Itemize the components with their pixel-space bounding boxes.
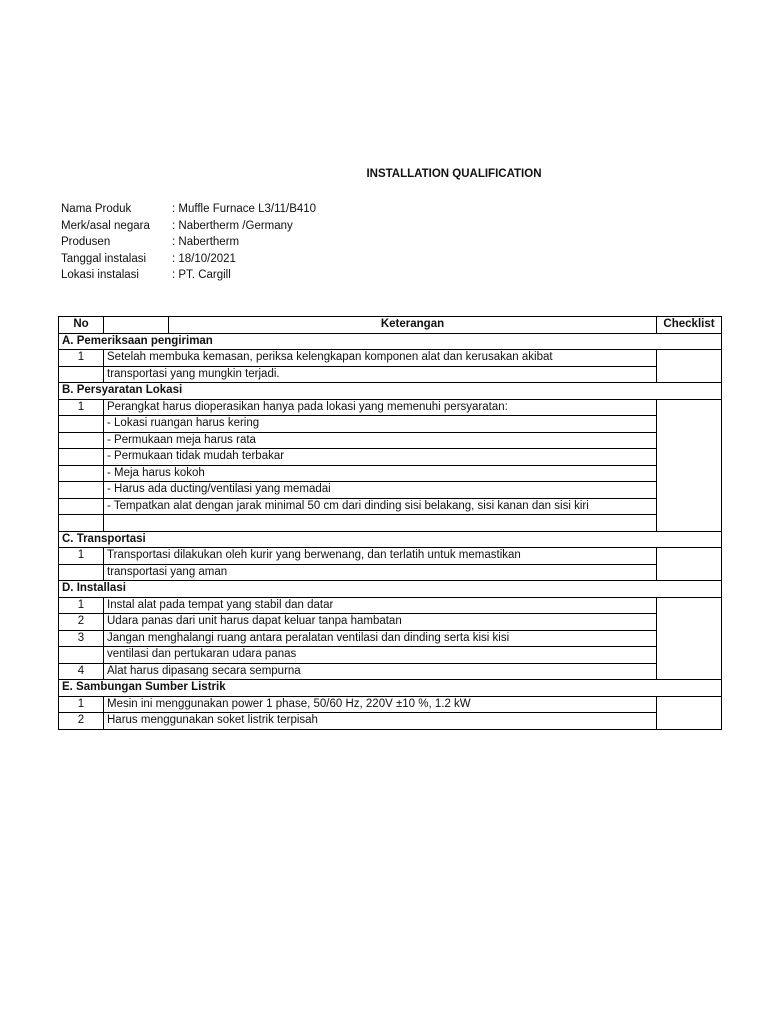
item-no: 2 bbox=[59, 614, 104, 631]
item-text: - Permukaan tidak mudah terbakar bbox=[104, 449, 657, 466]
item-text: Mesin ini menggunakan power 1 phase, 50/60 Hz, 220V ±10 %, 1.2 kW bbox=[104, 696, 657, 713]
section-title: A. Pemeriksaan pengiriman bbox=[59, 333, 722, 350]
table-row bbox=[59, 366, 722, 383]
info-label: Nama Produk bbox=[61, 203, 132, 215]
item-no: 1 bbox=[59, 548, 104, 565]
header-checklist: Checklist bbox=[657, 317, 722, 334]
table-row bbox=[59, 647, 722, 664]
table-row bbox=[59, 713, 722, 730]
item-text: Instal alat pada tempat yang stabil dan datar bbox=[104, 597, 657, 614]
section-title: D. Installasi bbox=[59, 581, 722, 598]
item-no-cont bbox=[59, 416, 104, 433]
table-row bbox=[59, 482, 722, 499]
item-no: 2 bbox=[59, 713, 104, 730]
item-text-blank bbox=[104, 515, 657, 532]
item-no: 1 bbox=[59, 696, 104, 713]
item-text: transportasi yang mungkin terjadi. bbox=[104, 366, 657, 383]
section-title: C. Transportasi bbox=[59, 531, 722, 548]
header-keterangan: Keterangan bbox=[169, 317, 657, 334]
item-text: transportasi yang aman bbox=[104, 564, 657, 581]
item-no: 3 bbox=[59, 630, 104, 647]
info-label: Produsen bbox=[61, 236, 111, 248]
item-no-cont bbox=[59, 482, 104, 499]
item-no: 4 bbox=[59, 663, 104, 680]
table-row bbox=[59, 416, 722, 433]
section-title: E. Sambungan Sumber Listrik bbox=[59, 680, 722, 697]
table-row bbox=[59, 597, 722, 614]
item-no-cont bbox=[59, 366, 104, 383]
table-header-row bbox=[59, 317, 722, 334]
checklist-cell[interactable] bbox=[657, 696, 722, 729]
item-text: Alat harus dipasang secara sempurna bbox=[104, 663, 657, 680]
section-c-row bbox=[59, 531, 722, 548]
item-no: 1 bbox=[59, 399, 104, 416]
section-a-row bbox=[59, 333, 722, 350]
info-row-manufacturer bbox=[61, 234, 316, 251]
info-label: Merk/asal negara bbox=[61, 219, 150, 232]
item-text: Harus menggunakan soket listrik terpisah bbox=[104, 713, 657, 730]
item-text: - Meja harus kokoh bbox=[104, 465, 657, 482]
item-no: 1 bbox=[59, 350, 104, 367]
section-title: B. Persyaratan Lokasi bbox=[59, 383, 722, 400]
table-row bbox=[59, 614, 722, 631]
info-row-install-date bbox=[61, 251, 316, 268]
checklist-cell[interactable] bbox=[657, 350, 722, 383]
item-text: Transportasi dilakukan oleh kurir yang berwenang, dan terlatih untuk memastikan bbox=[104, 548, 657, 565]
info-value: : Nabertherm bbox=[172, 236, 240, 248]
table-row bbox=[59, 663, 722, 680]
table-row bbox=[59, 696, 722, 713]
item-text: - Permukaan meja harus rata bbox=[104, 432, 657, 449]
item-text: - Tempatkan alat dengan jarak minimal 50 cm dari dinding sisi belakang, sisi kanan dan sisi kiri bbox=[104, 498, 657, 515]
info-value: : 18/10/2021 bbox=[172, 252, 236, 265]
info-label: Tanggal instalasi bbox=[61, 252, 147, 265]
table-row bbox=[59, 449, 722, 466]
info-value: : PT. Cargill bbox=[172, 269, 231, 281]
info-label: Lokasi instalasi bbox=[61, 269, 139, 281]
table-row bbox=[59, 630, 722, 647]
table-row bbox=[59, 548, 722, 565]
item-no-cont bbox=[59, 465, 104, 482]
info-row-install-location bbox=[61, 267, 316, 284]
table-row bbox=[59, 498, 722, 515]
info-row-product-name bbox=[61, 201, 316, 218]
item-text: - Lokasi ruangan harus kering bbox=[104, 416, 657, 433]
info-value: : Muffle Furnace L3/11/B410 bbox=[172, 203, 317, 215]
item-text: ventilasi dan pertukaran udara panas bbox=[104, 647, 657, 664]
table-row bbox=[59, 564, 722, 581]
section-d-row bbox=[59, 581, 722, 598]
checklist-table bbox=[58, 316, 722, 730]
item-no-cont bbox=[59, 449, 104, 466]
header-blank bbox=[104, 317, 169, 334]
checklist-cell[interactable] bbox=[657, 399, 722, 531]
item-no-cont bbox=[59, 647, 104, 664]
table-row bbox=[59, 515, 722, 532]
table-row bbox=[59, 399, 722, 416]
info-value: : Nabertherm /Germany bbox=[172, 219, 293, 232]
item-text: - Harus ada ducting/ventilasi yang memadai bbox=[104, 482, 657, 499]
item-text: Jangan menghalangi ruang antara peralatan ventilasi dan dinding serta kisi kisi bbox=[104, 630, 657, 647]
item-text: Setelah membuka kemasan, periksa kelengkapan komponen alat dan kerusakan akibat bbox=[104, 350, 657, 367]
checklist-cell[interactable] bbox=[657, 597, 722, 680]
item-text: Perangkat harus dioperasikan hanya pada lokasi yang memenuhi persyaratan: bbox=[104, 399, 657, 416]
item-no-cont bbox=[59, 432, 104, 449]
table-row bbox=[59, 432, 722, 449]
info-row-brand-origin bbox=[61, 218, 316, 235]
item-no-cont bbox=[59, 498, 104, 515]
item-no: 1 bbox=[59, 597, 104, 614]
table-row bbox=[59, 350, 722, 367]
section-b-row bbox=[59, 383, 722, 400]
item-no-cont bbox=[59, 515, 104, 532]
header-no: No bbox=[59, 317, 104, 334]
table-row bbox=[59, 465, 722, 482]
document-title: INSTALLATION QUALIFICATION bbox=[366, 168, 542, 180]
item-no-cont bbox=[59, 564, 104, 581]
product-info bbox=[61, 201, 316, 284]
item-text: Udara panas dari unit harus dapat keluar tanpa hambatan bbox=[104, 614, 657, 631]
section-e-row bbox=[59, 680, 722, 697]
checklist-cell[interactable] bbox=[657, 548, 722, 581]
